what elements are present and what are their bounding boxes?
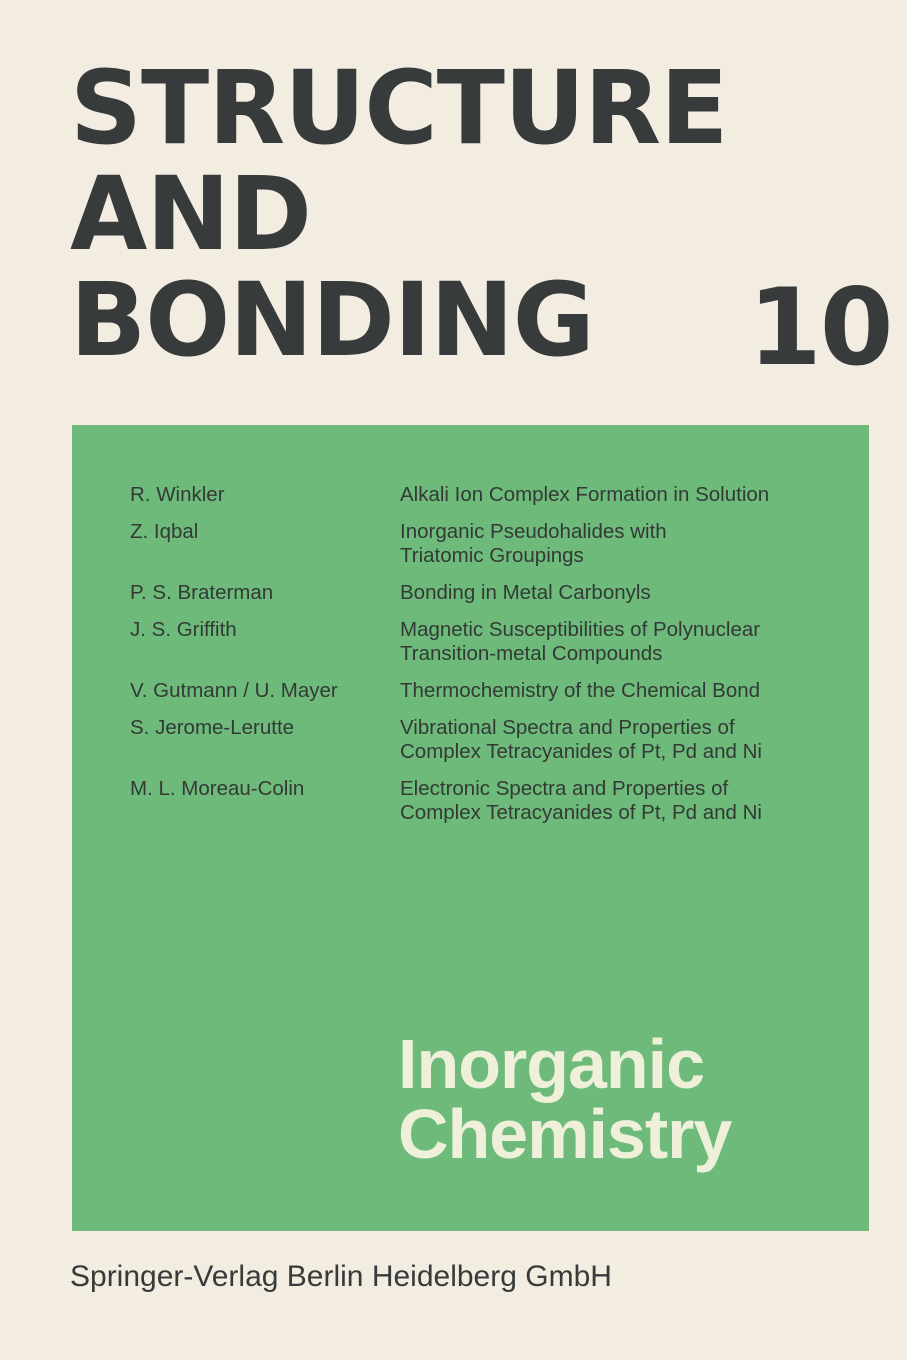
entry-title: Thermochemistry of the Chemical Bond bbox=[400, 679, 761, 702]
contents-panel bbox=[72, 425, 869, 1231]
entry-author: M. L. Moreau-Colin bbox=[130, 777, 305, 800]
entry-author: Z. Iqbal bbox=[130, 520, 199, 543]
contents-entry bbox=[130, 483, 830, 507]
entry-title: Electronic Spectra and Properties of Complex Tetracyanides of Pt, Pd and Ni bbox=[400, 777, 762, 824]
entry-title: Alkali Ion Complex Formation in Solution bbox=[400, 483, 770, 506]
series-title-line-2: AND bbox=[70, 155, 312, 274]
entry-title: Inorganic Pseudohalides with Triatomic Groupings bbox=[400, 520, 667, 567]
contents-entry bbox=[130, 581, 830, 605]
entry-author: S. Jerome-Lerutte bbox=[130, 716, 295, 739]
entry-author: V. Gutmann / U. Mayer bbox=[130, 679, 338, 702]
contents-entry bbox=[130, 618, 830, 666]
subject-line-2: Chemistry bbox=[398, 1095, 732, 1173]
entry-author: R. Winkler bbox=[130, 483, 225, 506]
subject-title bbox=[398, 1025, 732, 1173]
volume-number: 10 bbox=[748, 266, 892, 389]
series-title-line-1: STRUCTURE bbox=[70, 49, 728, 168]
series-title-line-3: BONDING bbox=[70, 261, 594, 380]
entry-title: Magnetic Susceptibilities of Polynuclear Transition-metal Compounds bbox=[400, 618, 761, 665]
contents-entry bbox=[130, 716, 830, 764]
entry-author: P. S. Braterman bbox=[130, 581, 274, 604]
contents-list bbox=[130, 483, 830, 838]
contents-entry bbox=[130, 520, 830, 568]
contents-entry bbox=[130, 777, 830, 825]
publisher-name: Springer-Verlag Berlin Heidelberg GmbH bbox=[70, 1260, 612, 1293]
series-title bbox=[70, 49, 741, 380]
contents-entry bbox=[130, 679, 830, 703]
entry-author: J. S. Griffith bbox=[130, 618, 237, 641]
subject-line-1: Inorganic bbox=[398, 1025, 705, 1103]
entry-title: Vibrational Spectra and Properties of Complex Tetracyanides of Pt, Pd and Ni bbox=[400, 716, 762, 763]
entry-title: Bonding in Metal Carbonyls bbox=[400, 581, 651, 604]
